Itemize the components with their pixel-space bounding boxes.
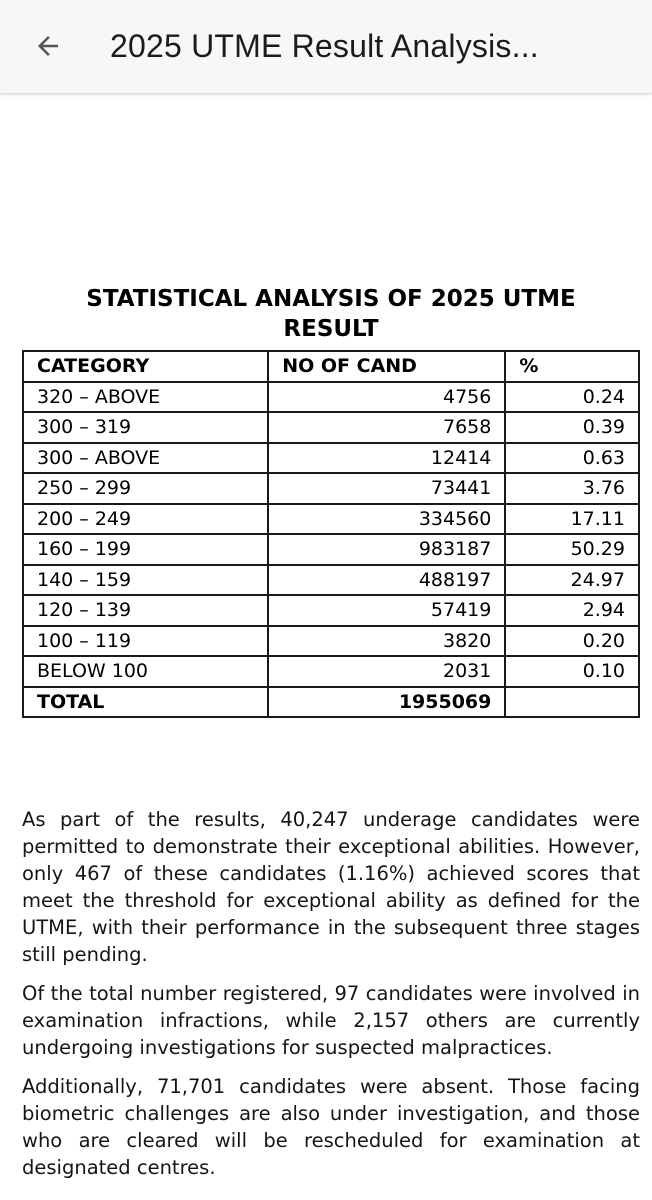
cell-percent: 50.29 — [505, 534, 639, 565]
header-count: NO OF CAND — [268, 351, 505, 382]
cell-category: 300 – 319 — [23, 412, 268, 443]
document-title-line-1: STATISTICAL ANALYSIS OF 2025 UTME — [86, 286, 576, 312]
cell-category: 200 – 249 — [23, 504, 268, 535]
table-row — [23, 595, 639, 626]
document-title — [22, 284, 640, 344]
cell-count: 3820 — [268, 626, 505, 657]
paragraph-infractions: Of the total number registered, 97 candidates were involved in examination infractions, while 2,157 others are currently undergoing investigations for suspected malpractices. — [22, 982, 640, 1059]
header-percent: % — [505, 351, 639, 382]
cell-percent: 24.97 — [505, 565, 639, 596]
cell-category: 160 – 199 — [23, 534, 268, 565]
page-title: 2025 UTME Result Analysis... — [110, 28, 539, 64]
back-button[interactable] — [24, 22, 72, 70]
paragraph-underage: As part of the results, 40,247 underage candidates were permitted to demonstrate their exceptional abilities. However, only 467 of these candidates (1.16%) achieved scores that meet the threshold for exceptional ability as defined for the UTME, with their performance in the subsequent three stages still pending. — [22, 808, 640, 966]
cell-percent: 0.39 — [505, 412, 639, 443]
statistics-table — [22, 350, 640, 718]
cell-count: 57419 — [268, 595, 505, 626]
cell-category: 300 – ABOVE — [23, 443, 268, 474]
paragraph-absent: Additionally, 71,701 candidates were absent. Those facing biometric challenges are also under investigation, and those who are cleared will be rescheduled for examination at designated centres. — [22, 1075, 640, 1179]
cell-percent: 2.94 — [505, 595, 639, 626]
cell-percent: 0.10 — [505, 656, 639, 687]
total-label: TOTAL — [23, 687, 268, 718]
table-header-row — [23, 351, 639, 382]
cell-count: 73441 — [268, 473, 505, 504]
cell-count: 334560 — [268, 504, 505, 535]
cell-percent: 0.63 — [505, 443, 639, 474]
table-row — [23, 626, 639, 657]
arrow-left-icon — [33, 31, 63, 61]
table-row — [23, 382, 639, 413]
cell-category: 320 – ABOVE — [23, 382, 268, 413]
cell-count: 2031 — [268, 656, 505, 687]
table-row — [23, 504, 639, 535]
cell-percent: 0.20 — [505, 626, 639, 657]
total-count: 1955069 — [268, 687, 505, 718]
cell-percent: 0.24 — [505, 382, 639, 413]
cell-count: 983187 — [268, 534, 505, 565]
cell-count: 4756 — [268, 382, 505, 413]
table-row — [23, 534, 639, 565]
cell-count: 7658 — [268, 412, 505, 443]
document-title-line-2: RESULT — [283, 316, 379, 342]
total-percent — [505, 687, 639, 718]
cell-category: 250 – 299 — [23, 473, 268, 504]
body-text — [22, 806, 640, 1193]
cell-percent: 3.76 — [505, 473, 639, 504]
table-row — [23, 565, 639, 596]
app-bar — [0, 0, 652, 94]
cell-category: 100 – 119 — [23, 626, 268, 657]
cell-category: BELOW 100 — [23, 656, 268, 687]
header-category: CATEGORY — [23, 351, 268, 382]
cell-count: 488197 — [268, 565, 505, 596]
table-row — [23, 443, 639, 474]
cell-category: 120 – 139 — [23, 595, 268, 626]
table-row — [23, 412, 639, 443]
table-total-row — [23, 687, 639, 718]
table-row — [23, 473, 639, 504]
cell-count: 12414 — [268, 443, 505, 474]
cell-category: 140 – 159 — [23, 565, 268, 596]
table-row — [23, 656, 639, 687]
cell-percent: 17.11 — [505, 504, 639, 535]
